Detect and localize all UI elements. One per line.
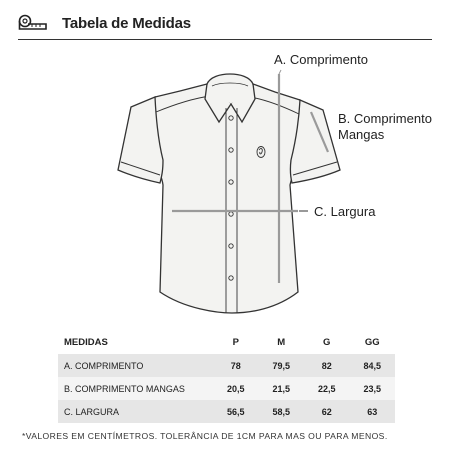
table-cell: 63 bbox=[350, 400, 396, 423]
table-cell: 62 bbox=[304, 400, 350, 423]
sleeve-length-label-line2: Mangas bbox=[338, 127, 385, 142]
column-header: MEDIDAS bbox=[58, 331, 213, 354]
table-cell: 78 bbox=[213, 354, 259, 377]
column-header: G bbox=[304, 331, 350, 354]
row-label: A. COMPRIMENTO bbox=[58, 354, 213, 377]
page-title: Tabela de Medidas bbox=[62, 15, 191, 32]
sleeve-length-label-line1: B. Comprimento bbox=[338, 111, 432, 126]
row-label: C. LARGURA bbox=[58, 400, 213, 423]
left-sleeve bbox=[118, 97, 163, 183]
table-cell: 56,5 bbox=[213, 400, 259, 423]
table-row bbox=[58, 377, 395, 400]
table-cell: 84,5 bbox=[350, 354, 396, 377]
footnote: *VALORES EM CENTÍMETROS. TOLERÂNCIA DE 1CM PARA MAS OU PARA MENOS. bbox=[22, 431, 388, 441]
column-header: P bbox=[213, 331, 259, 354]
column-header: GG bbox=[350, 331, 396, 354]
row-label: B. COMPRIMENTO MANGAS bbox=[58, 377, 213, 400]
table-row bbox=[58, 354, 395, 377]
width-label: C. Largura bbox=[314, 204, 376, 219]
length-label: A. Comprimento bbox=[274, 52, 368, 67]
table-header-row bbox=[58, 331, 395, 354]
table-cell: 79,5 bbox=[259, 354, 305, 377]
table-cell: 20,5 bbox=[213, 377, 259, 400]
column-header: M bbox=[259, 331, 305, 354]
table-cell: 82 bbox=[304, 354, 350, 377]
table-row bbox=[58, 400, 395, 423]
table-cell: 22,5 bbox=[304, 377, 350, 400]
table-cell: 21,5 bbox=[259, 377, 305, 400]
size-table bbox=[58, 331, 395, 423]
table-cell: 23,5 bbox=[350, 377, 396, 400]
table-cell: 58,5 bbox=[259, 400, 305, 423]
